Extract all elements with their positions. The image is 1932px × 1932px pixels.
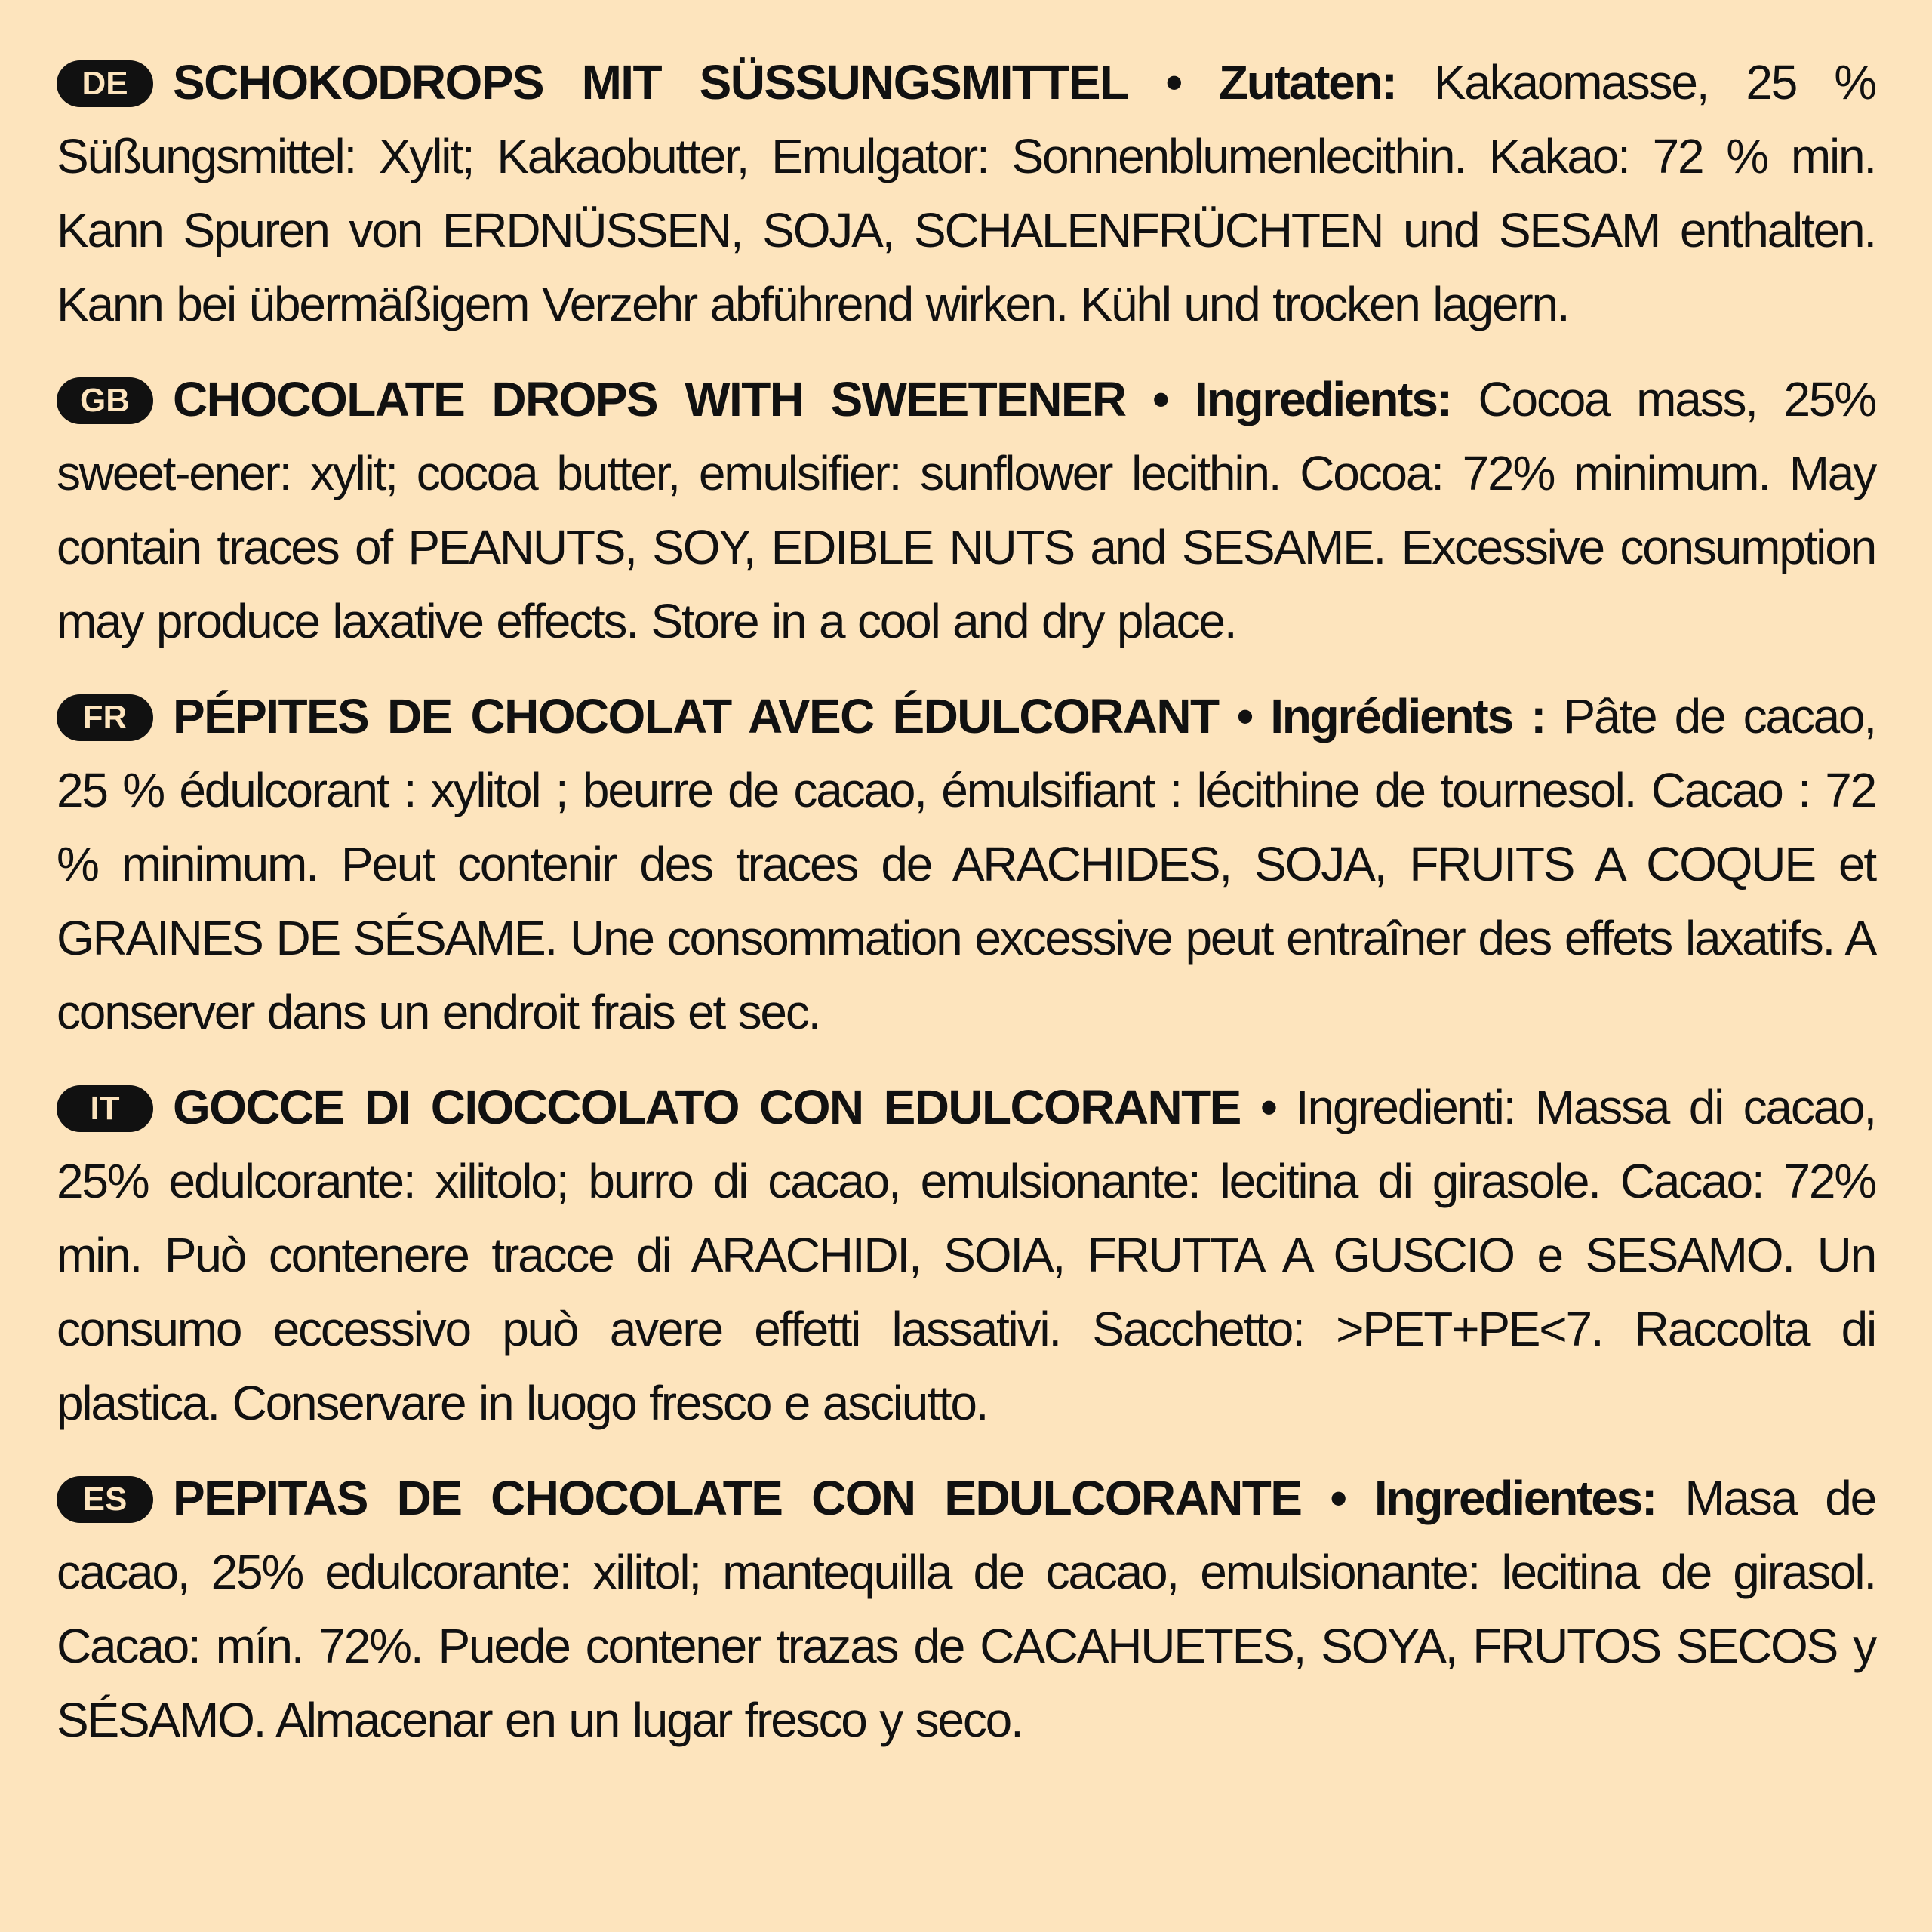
language-badge-es: ES xyxy=(57,1476,153,1523)
language-badge-de: DE xyxy=(57,60,153,107)
section-gb xyxy=(57,362,1875,658)
language-badge-gb: GB xyxy=(57,377,153,424)
title-separator-de: • xyxy=(1128,55,1219,109)
language-badge-fr: FR xyxy=(57,694,153,741)
ingredients-label-es: Ingredientes: xyxy=(1374,1471,1657,1525)
ingredients-text-de: Kakaomasse, 25 % Süßungsmittel: Xylit; Kakaobutter, Emulgator: Sonnenblumenlecithin. Kakao: 72 % min. Kann Spuren von ERDNÜSSEN, SOJA, SCHALENFRÜCHTEN und SESAM enthalten. Kann bei übermäßigem Verzehr abführend wirken. Kühl und trocken lagern. xyxy=(57,55,1875,331)
title-separator-it: • xyxy=(1240,1080,1296,1134)
ingredients-text-gb: Cocoa mass, 25% sweet-ener: xylit; cocoa butter, emulsifier: sunflower lecithin. Cocoa: 72% minimum. May contain traces of PEANUTS, SOY, EDIBLE NUTS and SESAME. Excessive consumption may produce laxative effects. Store in a cool and dry place. xyxy=(57,372,1875,648)
product-title-gb: CHOCOLATE DROPS WITH SWEETENER xyxy=(173,372,1126,426)
section-fr xyxy=(57,679,1875,1049)
ingredients-text-it: Massa di cacao, 25% edulcorante: xilitolo; burro di cacao, emulsionante: lecitina di girasole. Cacao: 72% min. Può contenere tracce di ARACHIDI, SOIA, FRUTTA A GUSCIO e SESAMO. Un consumo eccessivo può avere effetti lassativi. Sacchetto: >PET+PE<7. Raccolta di plastica. Conservare in luogo fresco e asciutto. xyxy=(57,1080,1875,1430)
section-es xyxy=(57,1461,1875,1757)
ingredients-label-fr: Ingrédients : xyxy=(1270,689,1546,743)
product-title-de: SCHOKODROPS MIT SÜSSUNGSMITTEL xyxy=(173,55,1128,109)
product-title-fr: PÉPITES DE CHOCOLAT AVEC ÉDULCORANT xyxy=(173,689,1219,743)
title-separator-gb: • xyxy=(1125,372,1195,426)
ingredients-text-es: Masa de cacao, 25% edulcorante: xilitol; mantequilla de cacao, emulsionante: lecitina de girasol. Cacao: mín. 72%. Puede contener trazas de CACAHUETES, SOYA, FRUTOS SECOS y SÉSAMO. Almacenar en un lugar fresco y seco. xyxy=(57,1471,1875,1747)
product-title-es: PEPITAS DE CHOCOLATE CON EDULCORANTE xyxy=(173,1471,1302,1525)
language-badge-it: IT xyxy=(57,1085,153,1132)
ingredients-label-de: Zutaten: xyxy=(1218,55,1396,109)
ingredients-label-gb: Ingredients: xyxy=(1195,372,1451,426)
section-de xyxy=(57,45,1875,341)
ingredients-text-fr: Pâte de cacao, 25 % édulcorant : xylitol ; beurre de cacao, émulsifiant : lécithine de tournesol. Cacao : 72 % minimum. Peut contenir des traces de ARACHIDES, SOJA, FRUITS A COQUE et GRAINES DE SÉSAME. Une consommation excessive peut entraîner des effets laxatifs. A conserver dans un endroit frais et sec. xyxy=(57,689,1875,1039)
title-separator-fr: • xyxy=(1218,689,1271,743)
section-it xyxy=(57,1070,1875,1440)
title-separator-es: • xyxy=(1301,1471,1374,1525)
product-title-it: GOCCE DI CIOCCOLATO CON EDULCORANTE xyxy=(173,1080,1241,1134)
ingredients-label-it: Ingredienti: xyxy=(1295,1080,1515,1134)
